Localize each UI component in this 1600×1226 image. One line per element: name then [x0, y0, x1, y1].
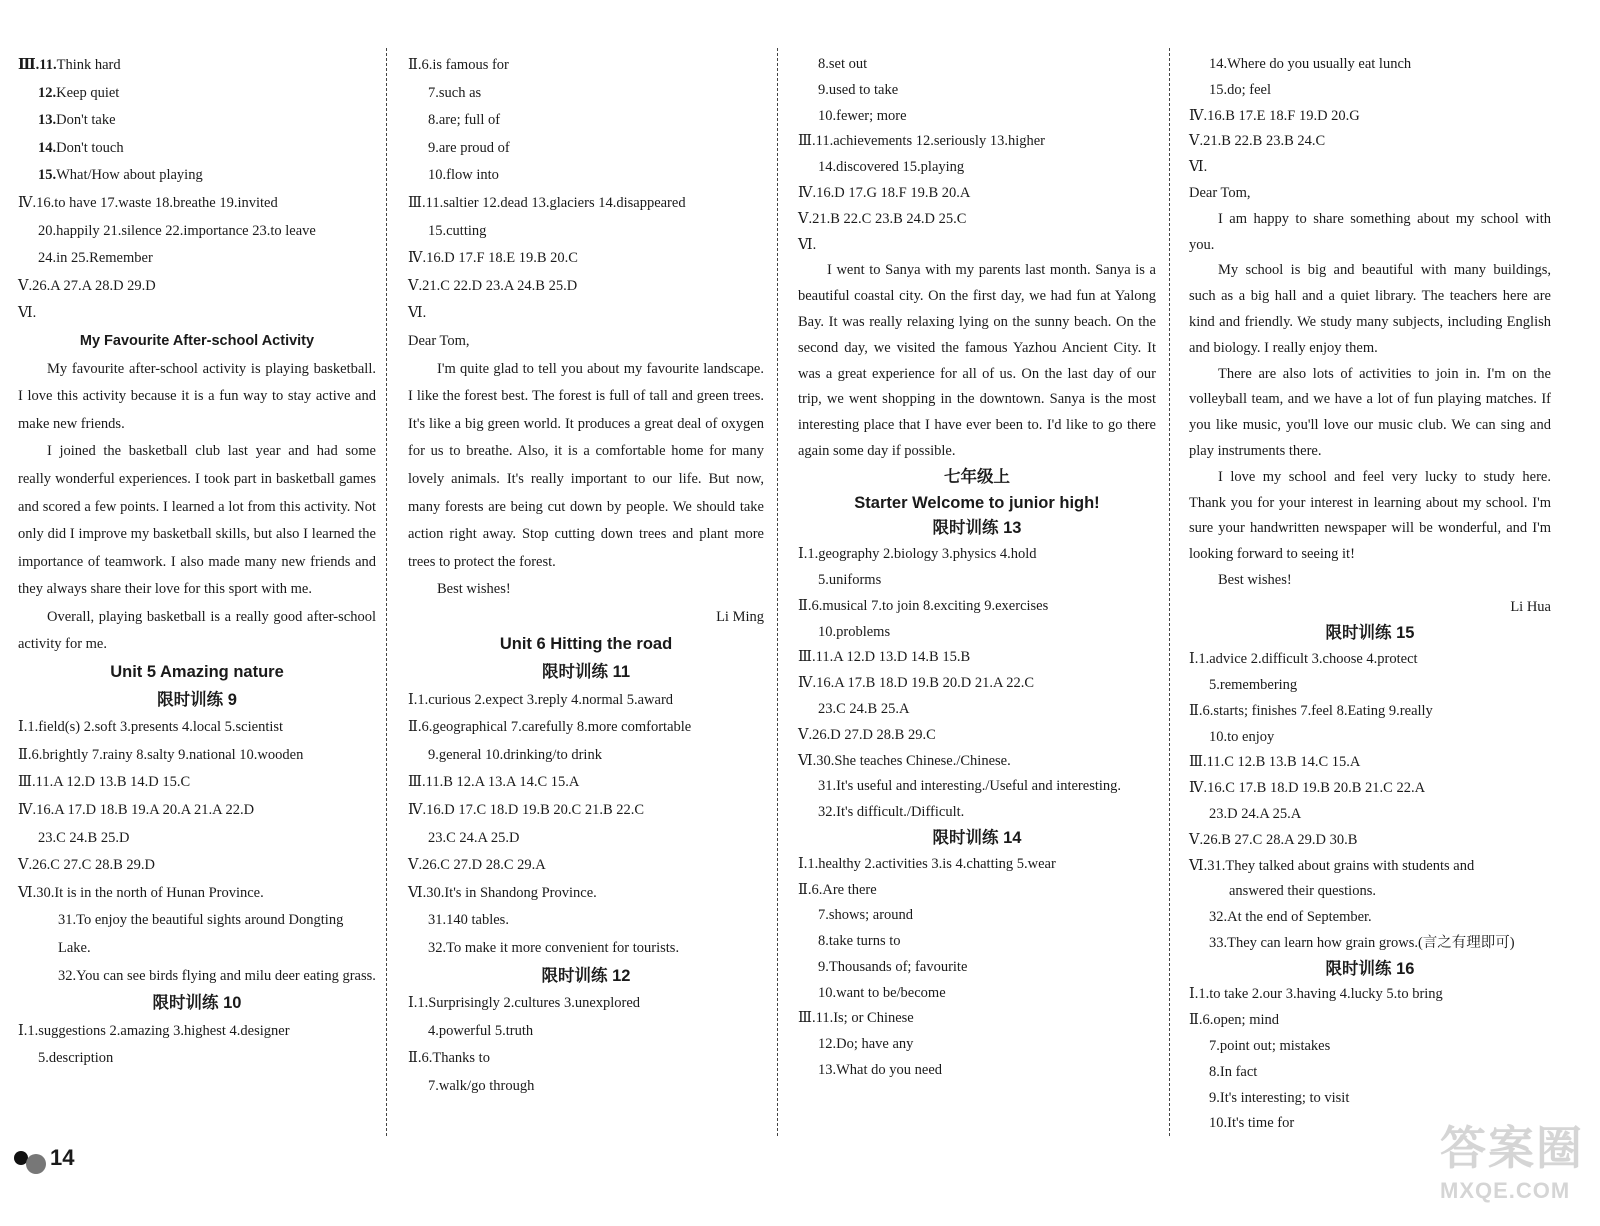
answer-line: 15.cutting: [428, 222, 487, 239]
answer-line: Ⅰ.1.advice 2.difficult 3.choose 4.protect: [1189, 651, 1418, 668]
watermark-url: MXQE.COM: [1440, 1178, 1571, 1203]
answer-line: Ⅳ.16.to have 17.waste 18.breathe 19.invited: [18, 194, 278, 211]
section-heading: 限时训练 16: [1325, 959, 1415, 978]
answer-column-1: [18, 52, 376, 1073]
column-divider: [386, 48, 387, 1136]
answer-line: Ⅴ.21.B 22.B 23.B 24.C: [1189, 133, 1326, 150]
answer-text: Keep quiet: [56, 84, 120, 101]
answer-line: 10.flow into: [428, 167, 499, 184]
answer-line: 14.discovered 15.playing: [818, 159, 965, 176]
answer-line: Ⅵ.30.It is in the north of Hunan Province.: [18, 884, 264, 901]
answer-line: 23.C 24.A 25.D: [428, 829, 520, 846]
answer-line: 10.fewer; more: [818, 107, 907, 124]
answer-line: Ⅴ.26.B 27.C 28.A 29.D 30.B: [1189, 831, 1358, 848]
answer-line: Ⅰ.1.to take 2.our 3.having 4.lucky 5.to bring: [1189, 986, 1443, 1003]
essay-paragraph: There are also lots of activities to join in. I'm on the volleyball team, and we have a lot of fun playing matches. If you like music, you'll love our music club. We can sing and play instruments there.: [1189, 365, 1551, 459]
answer-line: 5.uniforms: [818, 571, 882, 588]
answer-line: 8.take turns to: [818, 933, 901, 950]
essay-paragraph: Overall, playing basketball is a really good after-school activity for me.: [18, 608, 376, 653]
answer-line: Ⅱ.6.geographical 7.carefully 8.more comfortable: [408, 719, 692, 736]
answer-line: Ⅵ.: [798, 236, 817, 253]
section-heading: 限时训练 10: [152, 994, 242, 1013]
answer-line: 15.do; feel: [1209, 81, 1272, 98]
answer-line: Ⅳ.16.B 17.E 18.F 19.D 20.G: [1189, 107, 1360, 124]
answer-line: Ⅴ.26.C 27.C 28.B 29.D: [18, 857, 155, 874]
watermark-logo: [1440, 1112, 1596, 1222]
answer-line: 7.point out; mistakes: [1209, 1038, 1331, 1055]
page-footer: [14, 1142, 74, 1174]
answer-line: Ⅰ.1.curious 2.expect 3.reply 4.normal 5.award: [408, 691, 674, 708]
answer-line: 10.want to be/become: [818, 984, 946, 1001]
answer-column-3: [798, 52, 1156, 1084]
answer-line: 8.set out: [818, 56, 868, 72]
answer-line: 10.It's time for: [1209, 1115, 1295, 1132]
bullet-dot-icon: [26, 1154, 46, 1174]
answer-line: Dear Tom,: [408, 332, 470, 349]
answer-line: answered their questions.: [1229, 883, 1376, 900]
answer-line: Ⅴ.26.D 27.D 28.B 29.C: [798, 726, 936, 743]
question-number: 12.: [38, 84, 57, 101]
essay-paragraph: I love my school and feel very lucky to study here. Thank you for your interest in learning about my school. I'm sure your handwritten newspaper will be wonderful, and I'm looking forward to seeing it!: [1189, 468, 1551, 563]
answer-line: Ⅵ.30.She teaches Chinese./Chinese.: [798, 752, 1011, 769]
answer-line: 20.happily 21.silence 22.importance 23.to leave: [38, 222, 316, 239]
answer-line: 24.in 25.Remember: [38, 250, 153, 267]
section-heading: Unit 5 Amazing nature: [110, 663, 284, 682]
answer-line: [18, 107, 376, 135]
answer-line: Ⅱ.6.open; mind: [1189, 1012, 1280, 1029]
question-number: 15.: [38, 167, 57, 184]
answer-line: 32.To make it more convenient for tourists.: [428, 940, 680, 956]
answer-line: 5.description: [38, 1050, 114, 1067]
answer-line: Dear Tom,: [1189, 184, 1251, 201]
answer-line: Ⅲ.11.A 12.D 13.D 14.B 15.B: [798, 649, 971, 666]
answer-line: Ⅰ.1.suggestions 2.amazing 3.highest 4.designer: [18, 1022, 290, 1039]
answer-line: 8.In fact: [1209, 1063, 1258, 1080]
essay-paragraph: I joined the basketball club last year and had some really wonderful experiences. I took part in basketball games and scored a few points. I learned a lot from this activity. Not only did I improve my basketball skills, but also I learned the importance of teamwork. I also made many new friends and they always share their love for this sport with me.: [18, 443, 376, 598]
answer-line: 13.What do you need: [818, 1062, 943, 1079]
answer-line: [18, 135, 376, 163]
answer-line: Ⅲ.11.B 12.A 13.A 14.C 15.A: [408, 774, 580, 791]
answer-line: 23.C 24.B 25.D: [38, 829, 130, 846]
answer-line: Ⅳ.16.A 17.D 18.B 19.A 20.A 21.A 22.D: [18, 802, 255, 819]
answer-line: 32.You can see birds flying and milu deer eating grass.: [58, 967, 376, 984]
answer-line: 32.It's difficult./Difficult.: [818, 804, 965, 821]
answer-line: Ⅱ.6.Are there: [798, 881, 877, 898]
answer-line: Ⅱ.6.musical 7.to join 8.exciting 9.exercises: [798, 597, 1049, 614]
answer-column-4: [1189, 52, 1551, 1137]
answer-line: Ⅰ.1.Surprisingly 2.cultures 3.unexplored: [408, 995, 641, 1012]
answer-line: 23.C 24.B 25.A: [818, 700, 910, 717]
watermark-text: 答案圈: [1440, 1121, 1584, 1175]
section-heading: Unit 6 Hitting the road: [499, 635, 673, 654]
answer-line: [18, 162, 376, 190]
essay-paragraph: I went to Sanya with my parents last month. Sanya is a beautiful coastal city. On the first day, we had fun at Yalong Bay. It was really relaxing lying on the sunny beach. On the second day, we visited the famous Yazhou Ancient City. It was a great experience for all of us. On the last day of our trip, we went shopping in the downtown. Sanya is the most interesting place that I have ever been to. I'd like to go there again some day if possible.: [798, 262, 1156, 459]
section-heading: 限时训练 9: [157, 690, 237, 709]
column-divider: [1169, 48, 1170, 1136]
section-heading: 限时训练 15: [1325, 624, 1415, 643]
answer-line: 9.general 10.drinking/to drink: [428, 746, 602, 763]
answer-line: Ⅵ.30.It's in Shandong Province.: [408, 884, 597, 901]
question-number: Ⅲ.11.: [18, 57, 57, 73]
answer-line: 32.At the end of September.: [1209, 909, 1372, 926]
essay-paragraph: Best wishes!: [437, 581, 511, 598]
answer-line: 9.used to take: [818, 81, 899, 98]
answer-line: Ⅴ.26.C 27.D 28.C 29.A: [408, 857, 546, 874]
answer-line: Ⅲ.11.Is; or Chinese: [798, 1010, 914, 1027]
answer-text: What/How about playing: [56, 167, 203, 184]
answer-line: Ⅵ.31.They talked about grains with students and: [1189, 857, 1475, 874]
answer-line: Ⅳ.16.C 17.B 18.D 19.B 20.B 21.C 22.A: [1189, 780, 1426, 797]
answer-line: Ⅰ.1.geography 2.biology 3.physics 4.hold: [798, 546, 1037, 563]
essay-paragraph: I'm quite glad to tell you about my favourite landscape. I like the forest best. The forest is full of tall and green trees. It's like a big green world. It produces a great deal of oxygen for us to breathe. Also, it is a comfortable home for many lovely animals. It's really important to our life. But now, many forests are being cut down by people. We should take action right away. Stop cutting down trees and plant more trees to protect the forest.: [408, 360, 764, 570]
essay-paragraph: My favourite after-school activity is playing basketball. I love this activity because it is a fun way to stay active and make new friends.: [18, 360, 376, 432]
answer-line: 9.Thousands of; favourite: [818, 958, 968, 975]
answer-line: Ⅵ.: [18, 305, 37, 322]
answer-line: Ⅲ.11.achievements 12.seriously 13.higher: [798, 133, 1046, 150]
answer-line: Ⅱ.6.starts; finishes 7.feel 8.Eating 9.really: [1189, 702, 1433, 719]
answer-line: 8.are; full of: [428, 112, 501, 129]
answer-line: Ⅳ.16.D 17.G 18.F 19.B 20.A: [798, 184, 971, 201]
column-divider: [777, 48, 778, 1136]
answer-line: [18, 80, 376, 108]
answer-line: 4.powerful 5.truth: [428, 1022, 534, 1039]
section-heading: 限时训练 12: [541, 966, 631, 985]
answer-line: Ⅳ.16.D 17.C 18.D 19.B 20.C 21.B 22.C: [408, 802, 645, 819]
answer-line: Ⅲ.11.C 12.B 13.B 14.C 15.A: [1189, 754, 1361, 771]
answer-line: 10.to enjoy: [1209, 728, 1275, 745]
answer-line: [18, 52, 376, 80]
answer-line: 9.are proud of: [428, 139, 510, 156]
letter-signature: Li Hua: [1510, 598, 1551, 615]
answer-line: Ⅰ.1.healthy 2.activities 3.is 4.chatting 5.wear: [798, 855, 1056, 872]
answer-line: 31.140 tables.: [428, 912, 509, 929]
question-number: 14.: [38, 139, 57, 156]
essay-paragraph: I am happy to share something about my school with you.: [1189, 210, 1551, 253]
essay-paragraph: Best wishes!: [1218, 571, 1292, 588]
answer-line: 7.such as: [428, 84, 482, 101]
answer-line: Ⅴ.21.C 22.D 23.A 24.B 25.D: [408, 277, 578, 294]
section-heading: 限时训练 14: [932, 828, 1022, 847]
answer-line: Ⅴ.26.A 27.A 28.D 29.D: [18, 277, 156, 294]
answer-line: 23.D 24.A 25.A: [1209, 805, 1302, 822]
answer-line: Ⅱ.6.is famous for: [408, 57, 509, 73]
letter-signature: Li Ming: [716, 608, 764, 625]
answer-line: 5.remembering: [1209, 676, 1298, 693]
answer-line: 14.Where do you usually eat lunch: [1209, 56, 1412, 72]
answer-line: 7.shows; around: [818, 907, 914, 924]
answer-line: 10.problems: [818, 623, 891, 640]
answer-line: Ⅱ.6.Thanks to: [408, 1050, 490, 1067]
answer-line: Ⅲ.11.saltier 12.dead 13.glaciers 14.disappeared: [408, 194, 686, 211]
essay-paragraph: My school is big and beautiful with many buildings, such as a big hall and a quiet library. The teachers here are kind and friendly. We study many subjects, including English and biology. I really enjoy them.: [1189, 262, 1551, 356]
answer-line: 7.walk/go through: [428, 1077, 535, 1094]
answer-text: Don't touch: [56, 139, 124, 156]
section-heading: My Favourite After-school Activity: [79, 332, 315, 349]
answer-line: 33.They can learn how grain grows.(言之有理即可): [1209, 934, 1515, 951]
answer-text: Think hard: [56, 57, 121, 73]
section-heading: 限时训练 11: [541, 663, 631, 682]
answer-line: Ⅱ.6.brightly 7.rainy 8.salty 9.national 10.wooden: [18, 746, 304, 763]
section-heading: Starter Welcome to junior high!: [854, 493, 1100, 512]
section-heading: 限时训练 13: [932, 519, 1022, 538]
answer-line: Ⅳ.16.A 17.B 18.D 19.B 20.D 21.A 22.C: [798, 675, 1035, 692]
section-heading: 七年级上: [944, 467, 1010, 486]
answer-line: Ⅴ.21.B 22.C 23.B 24.D 25.C: [798, 210, 967, 227]
page-number: 14: [50, 1145, 75, 1170]
answer-line: 31.To enjoy the beautiful sights around Dongting Lake.: [58, 912, 344, 956]
answer-line: Ⅰ.1.field(s) 2.soft 3.presents 4.local 5.scientist: [18, 719, 284, 736]
answer-line: Ⅵ.: [408, 305, 427, 322]
answer-line: Ⅵ.: [1189, 159, 1208, 176]
answer-line: Ⅳ.16.D 17.F 18.E 19.B 20.C: [408, 250, 578, 267]
answer-column-2: [408, 52, 764, 1101]
answer-line: 9.It's interesting; to visit: [1209, 1089, 1350, 1106]
answer-line: 31.It's useful and interesting./Useful and interesting.: [818, 778, 1122, 795]
question-number: 13.: [38, 112, 57, 129]
answer-line: 12.Do; have any: [818, 1036, 914, 1053]
answer-text: Don't take: [56, 112, 116, 129]
answer-line: Ⅲ.11.A 12.D 13.B 14.D 15.C: [18, 774, 191, 791]
